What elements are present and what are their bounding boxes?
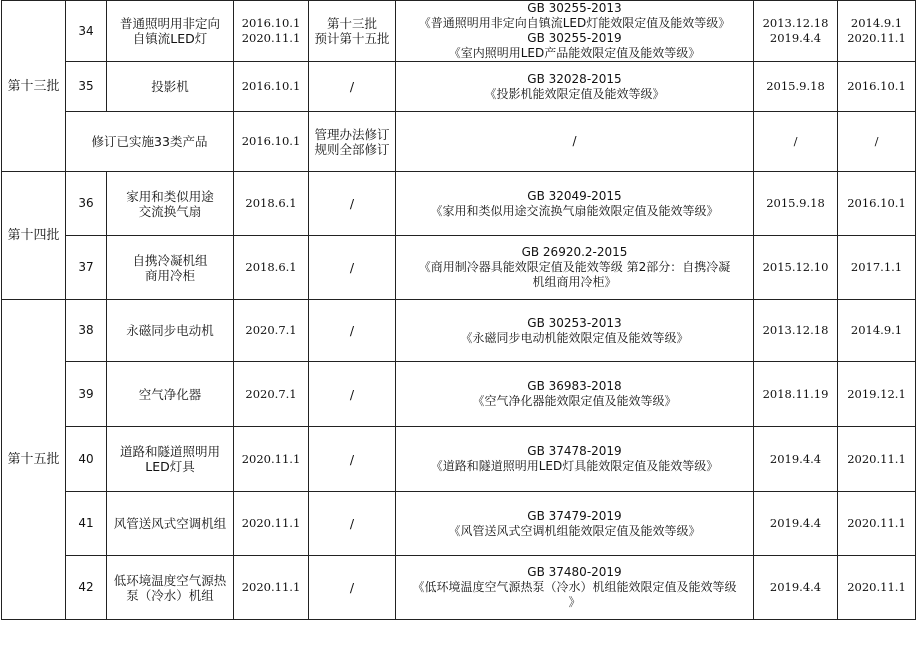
row-number: 38 xyxy=(66,300,107,362)
implementation-date-cell xyxy=(234,427,309,492)
note-cell xyxy=(309,172,396,236)
effective-date-cell-line: 2020.11.1 xyxy=(847,580,906,594)
product-cell-line: 道路和隧道照明用 xyxy=(119,444,220,459)
standard-cell-line: 《永磁同步电动机能效限定值及能效等级》 xyxy=(460,330,689,345)
release-date-cell-line: 2015.9.18 xyxy=(766,196,825,210)
note-cell-line: / xyxy=(349,386,355,402)
effective-date-cell xyxy=(838,362,916,427)
release-date-cell-line: 2019.4.4 xyxy=(769,580,822,594)
effective-date-cell xyxy=(838,300,916,362)
release-date-cell xyxy=(754,1,838,62)
standard-cell-line: 《商用制冷器具能效限定值及能效等级 第2部分：自携冷凝 xyxy=(418,260,731,274)
table-row xyxy=(2,1,916,62)
standard-cell-line: GB 30255-2019 xyxy=(527,31,622,45)
implementation-date-cell-line: 2020.11.1 xyxy=(241,31,301,45)
release-date-cell-line: 2015.9.18 xyxy=(766,79,825,93)
effective-date-cell xyxy=(838,427,916,492)
standard-cell xyxy=(396,362,754,427)
table-row xyxy=(2,556,916,620)
implementation-date-cell xyxy=(234,1,309,62)
standard-cell xyxy=(396,556,754,620)
standard-cell-line: GB 30255-2013 xyxy=(527,1,622,15)
effective-date-cell xyxy=(838,236,916,300)
effective-date-cell xyxy=(838,492,916,556)
implementation-date-cell-line: 2020.11.1 xyxy=(241,451,301,466)
note-cell xyxy=(309,236,396,300)
batch-cell: 第十三批 xyxy=(2,1,66,172)
note-cell xyxy=(309,427,396,492)
effective-date-cell xyxy=(838,556,916,620)
product-cell xyxy=(107,427,234,492)
effective-date-cell-line: 2014.9.1 xyxy=(850,16,903,30)
note-cell xyxy=(309,300,396,362)
standard-cell-line: / xyxy=(572,134,577,148)
product-cell-line: 自镇流LED灯 xyxy=(132,31,208,46)
note-cell xyxy=(309,492,396,556)
standard-cell-line: 《风管送风式空调机组能效限定值及能效等级》 xyxy=(448,523,701,538)
table-row xyxy=(2,362,916,427)
effective-date-cell xyxy=(838,172,916,236)
note-cell-line: / xyxy=(349,516,355,531)
implementation-date-cell xyxy=(234,556,309,620)
note-cell xyxy=(309,1,396,62)
note-cell-line: 管理办法修订 xyxy=(314,126,390,142)
effective-date-cell-line: 2014.9.1 xyxy=(850,323,903,337)
note-cell xyxy=(309,62,396,112)
table-row xyxy=(2,300,916,362)
product-cell-line: 投影机 xyxy=(151,79,189,94)
product-cell xyxy=(107,1,234,62)
standard-cell-line: 《投影机能效限定值及能效等级》 xyxy=(484,86,665,101)
note-cell xyxy=(309,362,396,427)
standard-cell-line: 《道路和隧道照明用LED灯具能效限定值及能效等级》 xyxy=(430,459,719,473)
standard-cell-line: GB 37479-2019 xyxy=(527,508,622,523)
release-date-cell xyxy=(754,362,838,427)
row-number: 37 xyxy=(66,236,107,300)
product-cell-line: 风管送风式空调机组 xyxy=(113,516,227,531)
standard-cell-line: GB 32028-2015 xyxy=(527,71,622,86)
implementation-date-cell-line: 2016.10.1 xyxy=(241,134,301,148)
product-cell xyxy=(107,492,234,556)
effective-date-cell-line: / xyxy=(874,134,879,148)
note-cell-line: / xyxy=(349,451,355,467)
standard-cell-line: GB 26920.2-2015 xyxy=(521,245,628,259)
product-cell-line: 修订已实施33类产品 xyxy=(91,134,208,149)
implementation-date-cell-line: 2020.11.1 xyxy=(241,580,301,594)
standard-cell-line: 《普通照明用非定向自镇流LED灯能效限定值及能效等级》 xyxy=(418,16,731,30)
table-row xyxy=(2,62,916,112)
effective-date-cell-line: 2020.11.1 xyxy=(847,31,906,45)
product-cell xyxy=(66,112,234,172)
implementation-date-cell-line: 2020.11.1 xyxy=(241,516,301,530)
release-date-cell xyxy=(754,427,838,492)
release-date-cell xyxy=(754,62,838,112)
standard-cell-line: 《低环境温度空气源热泵（冷水）机组能效限定值及能效等级 xyxy=(412,580,737,594)
release-date-cell-line: 2019.4.4 xyxy=(769,516,822,530)
implementation-date-cell-line: 2018.6.1 xyxy=(245,260,297,274)
product-cell-line: 家用和类似用途 xyxy=(126,188,214,204)
effective-date-cell xyxy=(838,62,916,112)
release-date-cell-line: 2019.4.4 xyxy=(769,31,822,45)
product-cell-line: 交流换气扇 xyxy=(138,203,202,219)
note-cell-line: / xyxy=(349,323,355,338)
effective-date-cell-line: 2016.10.1 xyxy=(847,79,906,93)
batch-cell: 第十四批 xyxy=(2,172,66,300)
row-number: 36 xyxy=(66,172,107,236)
effective-date-cell xyxy=(838,1,916,62)
release-date-cell-line: 2015.12.10 xyxy=(762,260,829,274)
product-cell-line: 自携冷凝机组 xyxy=(132,252,208,268)
release-date-cell xyxy=(754,556,838,620)
standard-cell xyxy=(396,492,754,556)
effective-date-cell-line: 2017.1.1 xyxy=(850,260,903,274)
product-cell xyxy=(107,300,234,362)
standard-cell xyxy=(396,62,754,112)
release-date-cell xyxy=(754,172,838,236)
effective-date-cell-line: 2016.10.1 xyxy=(847,196,906,210)
standard-cell xyxy=(396,300,754,362)
standard-cell-line: GB 32049-2015 xyxy=(527,188,622,203)
release-date-cell xyxy=(754,300,838,362)
release-date-cell-line: / xyxy=(793,134,798,148)
release-date-cell xyxy=(754,236,838,300)
product-cell xyxy=(107,362,234,427)
standard-cell-line: 》 xyxy=(568,595,581,609)
effective-date-cell-line: 2019.12.1 xyxy=(847,386,906,401)
row-number: 41 xyxy=(66,492,107,556)
standard-cell-line: GB 30253-2013 xyxy=(527,315,622,330)
energy-label-catalog-table xyxy=(1,0,916,620)
implementation-date-cell-line: 2016.10.1 xyxy=(241,79,301,93)
product-cell xyxy=(107,236,234,300)
product-cell xyxy=(107,172,234,236)
release-date-cell-line: 2013.12.18 xyxy=(762,16,829,30)
note-cell-line: 规则全部修订 xyxy=(314,141,390,157)
release-date-cell-line: 2018.11.19 xyxy=(762,386,829,401)
product-cell xyxy=(107,62,234,112)
row-number: 40 xyxy=(66,427,107,492)
table-row xyxy=(2,236,916,300)
product-cell-line: 永磁同步电动机 xyxy=(126,323,214,338)
standard-cell-line: GB 37480-2019 xyxy=(527,565,622,579)
implementation-date-cell xyxy=(234,300,309,362)
row-number: 42 xyxy=(66,556,107,620)
standard-cell xyxy=(396,112,754,172)
batch-cell: 第十五批 xyxy=(2,300,66,620)
effective-date-cell xyxy=(838,112,916,172)
release-date-cell-line: 2013.12.18 xyxy=(762,323,829,337)
implementation-date-cell-line: 2020.7.1 xyxy=(245,323,297,337)
table-row xyxy=(2,427,916,492)
standard-cell-line: 机组商用冷柜》 xyxy=(532,275,617,289)
implementation-date-cell xyxy=(234,62,309,112)
product-cell-line: LED灯具 xyxy=(145,459,195,474)
product-cell-line: 泵（冷水）机组 xyxy=(126,587,214,603)
release-date-cell xyxy=(754,112,838,172)
standard-cell xyxy=(396,427,754,492)
implementation-date-cell-line: 2020.7.1 xyxy=(245,386,297,401)
note-cell-line: / xyxy=(349,260,355,275)
table-body xyxy=(2,1,916,620)
note-cell xyxy=(309,556,396,620)
standard-cell xyxy=(396,236,754,300)
implementation-date-cell xyxy=(234,172,309,236)
table-row xyxy=(2,172,916,236)
product-cell xyxy=(107,556,234,620)
implementation-date-cell xyxy=(234,362,309,427)
product-cell-line: 商用冷柜 xyxy=(144,267,195,283)
product-cell-line: 低环境温度空气源热 xyxy=(113,572,227,588)
note-cell-line: 预计第十五批 xyxy=(314,31,390,46)
effective-date-cell-line: 2020.11.1 xyxy=(847,516,906,530)
implementation-date-cell xyxy=(234,112,309,172)
standard-cell-line: 《空气净化器能效限定值及能效等级》 xyxy=(472,394,677,408)
row-number: 39 xyxy=(66,362,107,427)
table-row xyxy=(2,492,916,556)
standard-cell-line: 《室内照明用LED产品能效限定值及能效等级》 xyxy=(448,46,701,60)
implementation-date-cell xyxy=(234,492,309,556)
row-number: 34 xyxy=(66,1,107,62)
implementation-date-cell-line: 2016.10.1 xyxy=(241,16,301,30)
note-cell-line: 第十三批 xyxy=(326,16,377,31)
standard-cell xyxy=(396,172,754,236)
standard-cell-line: 《家用和类似用途交流换气扇能效限定值及能效等级》 xyxy=(430,203,719,218)
table-row xyxy=(2,112,916,172)
release-date-cell xyxy=(754,492,838,556)
implementation-date-cell-line: 2018.6.1 xyxy=(245,196,297,210)
effective-date-cell-line: 2020.11.1 xyxy=(847,451,906,466)
product-cell-line: 普通照明用非定向 xyxy=(119,16,220,31)
standard-cell-line: GB 36983-2018 xyxy=(527,379,622,393)
note-cell xyxy=(309,112,396,172)
note-cell-line: / xyxy=(349,580,355,595)
standard-cell-line: GB 37478-2019 xyxy=(527,444,622,458)
standard-cell xyxy=(396,1,754,62)
release-date-cell-line: 2019.4.4 xyxy=(769,451,822,466)
product-cell-line: 空气净化器 xyxy=(138,386,202,402)
note-cell-line: / xyxy=(349,196,355,211)
implementation-date-cell xyxy=(234,236,309,300)
note-cell-line: / xyxy=(349,79,355,94)
row-number: 35 xyxy=(66,62,107,112)
